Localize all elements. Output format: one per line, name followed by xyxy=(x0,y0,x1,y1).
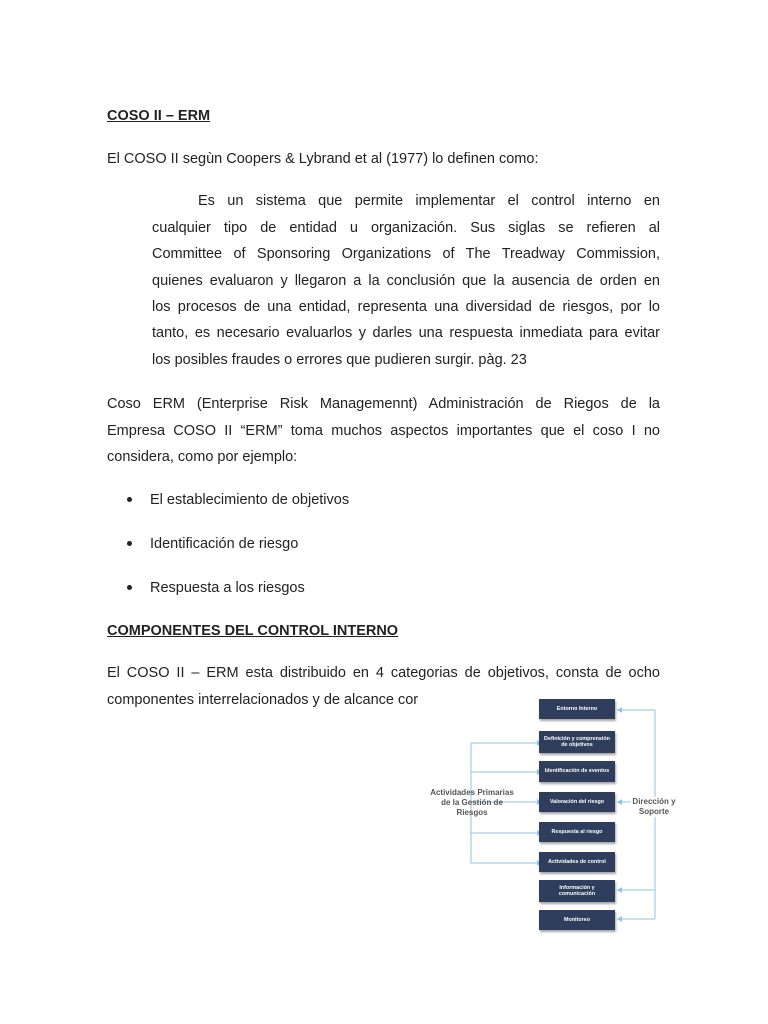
quote-line: los posibles fraudes o errores que pudieren surgir. pàg. 23 xyxy=(152,352,527,368)
paragraph-line: Coso ERM (Enterprise Risk Managemennt) Administración de Riegos de la xyxy=(107,396,660,412)
intro-paragraph: El COSO II segùn Coopers & Lybrand et al (1977) lo definen como: xyxy=(107,151,539,167)
heading-coso-ii-erm: COSO II – ERM xyxy=(107,108,211,124)
quote-line: tanto, es necesario evaluarlos y darles una respuesta inmediata para evitar xyxy=(152,325,660,341)
component-box: Entorno Interno xyxy=(539,699,615,719)
component-box: Definición y comprensión de objetivos xyxy=(539,731,615,753)
quote-line: cualquier tipo de entidad u organización. Sus siglas se refieren al xyxy=(152,220,660,236)
component-box: Respuesta al riesgo xyxy=(539,822,615,842)
quote-line: los procesos de una entidad, representa una diversidad de riesgos, por lo xyxy=(152,299,660,315)
paragraph-line: El COSO II – ERM esta distribuido en 4 categorias de objetivos, consta de ocho xyxy=(107,665,660,681)
list-item-text: Identificación de riesgo xyxy=(150,536,299,552)
quote-line: Committee of Sponsoring Organizations of The Treadway Commission, xyxy=(152,246,660,262)
component-box: Valoración del riesgo xyxy=(539,792,615,812)
right-bracket-label: Dirección y Soporte xyxy=(632,797,676,816)
component-box: Actividades de control xyxy=(539,852,615,872)
paragraph-line: considera, como por ejemplo: xyxy=(107,449,298,465)
quote-line: Es un sistema que permite implementar el control interno en xyxy=(198,193,660,209)
list-item-text: Respuesta a los riesgos xyxy=(150,580,305,596)
component-box: Identificación de eventos xyxy=(539,761,615,782)
left-bracket-label: Actividades Primarias de la Gestión de Riesgos xyxy=(430,788,514,817)
heading-componentes: COMPONENTES DEL CONTROL INTERNO xyxy=(107,623,399,639)
component-box: Monitoreo xyxy=(539,910,615,930)
component-box: Información y comunicación xyxy=(539,880,615,902)
paragraph-line: Empresa COSO II “ERM” toma muchos aspectos importantes que el coso I no xyxy=(107,423,660,439)
quote-line: quienes evaluaron y llegaron a la conclusión que la ausencia de orden en xyxy=(152,273,660,289)
list-item-text: El establecimiento de objetivos xyxy=(150,492,350,508)
paragraph-line: componentes interrelacionados y de alcance cor xyxy=(107,692,419,708)
